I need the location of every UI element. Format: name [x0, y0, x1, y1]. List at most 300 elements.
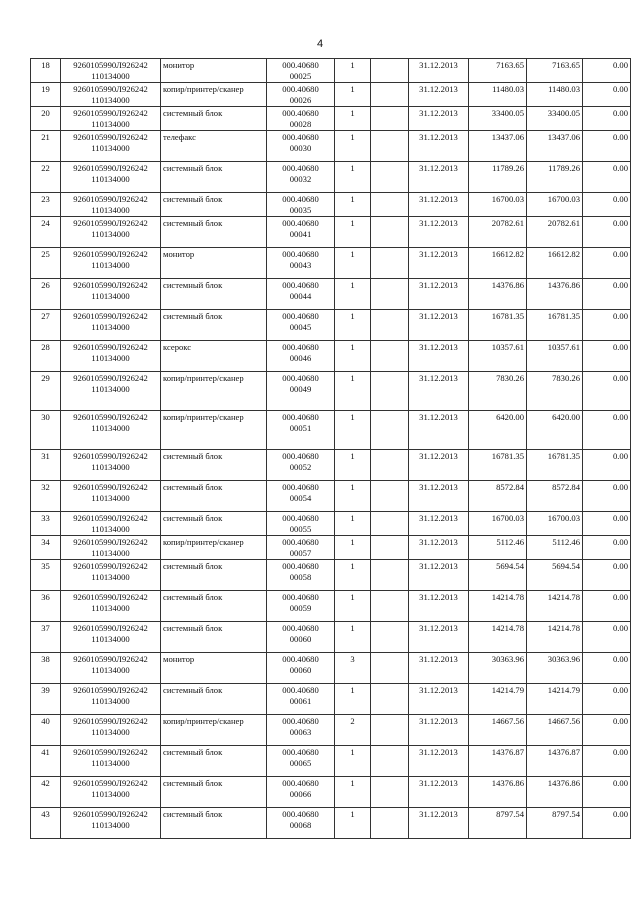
- book-value: 14214.78: [469, 591, 527, 622]
- quantity: 1: [335, 83, 371, 107]
- quantity: 1: [335, 591, 371, 622]
- book-value: 16781.35: [469, 450, 527, 481]
- depreciation: 16700.03: [527, 193, 583, 217]
- inventory-number-line2: 00055: [289, 524, 312, 534]
- inventory-number-line1: 000.40680: [282, 412, 319, 422]
- inventory-number: [267, 777, 335, 808]
- item-name: системный блок: [161, 107, 267, 131]
- quantity: 3: [335, 653, 371, 684]
- depreciation: 16781.35: [527, 450, 583, 481]
- inventory-number-line1: 000.40680: [282, 623, 319, 633]
- inventory-number-line2: 00065: [289, 758, 312, 768]
- row-number: 36: [31, 591, 61, 622]
- book-value: 20782.61: [469, 217, 527, 248]
- quantity: 1: [335, 217, 371, 248]
- residual-value: 0.00: [583, 777, 631, 808]
- account-code-line2: 110134000: [91, 353, 130, 363]
- inventory-number: [267, 715, 335, 746]
- item-name: копир/принтер/сканер: [161, 536, 267, 560]
- account-code: [61, 481, 161, 512]
- residual-value: 0.00: [583, 162, 631, 193]
- date: 31.12.2013: [409, 59, 469, 83]
- account-code: [61, 310, 161, 341]
- row-number: 42: [31, 777, 61, 808]
- depreciation: 14376.86: [527, 777, 583, 808]
- row-number: 35: [31, 560, 61, 591]
- inventory-number-line1: 000.40680: [282, 218, 319, 228]
- depreciation: 33400.05: [527, 107, 583, 131]
- table-row: [31, 372, 631, 411]
- empty-cell: [371, 777, 409, 808]
- inventory-number-line2: 00045: [289, 322, 312, 332]
- inventory-number-line1: 000.40680: [282, 685, 319, 695]
- table-row: [31, 653, 631, 684]
- inventory-number: [267, 653, 335, 684]
- book-value: 11789.26: [469, 162, 527, 193]
- inventory-number-line1: 000.40680: [282, 537, 319, 547]
- account-code-line2: 110134000: [91, 119, 130, 129]
- inventory-number: [267, 341, 335, 372]
- empty-cell: [371, 653, 409, 684]
- quantity: 1: [335, 162, 371, 193]
- table-row: [31, 341, 631, 372]
- account-code: [61, 279, 161, 310]
- account-code: [61, 248, 161, 279]
- table-row: [31, 310, 631, 341]
- quantity: 1: [335, 536, 371, 560]
- inventory-number-line1: 000.40680: [282, 84, 319, 94]
- date: 31.12.2013: [409, 591, 469, 622]
- depreciation: 14214.78: [527, 591, 583, 622]
- inventory-number: [267, 536, 335, 560]
- quantity: 1: [335, 622, 371, 653]
- account-code: [61, 193, 161, 217]
- account-code-line2: 110134000: [91, 603, 130, 613]
- date: 31.12.2013: [409, 248, 469, 279]
- inventory-number: [267, 808, 335, 839]
- table-row: [31, 217, 631, 248]
- account-code-line1: 9260105990Л926242: [73, 249, 148, 259]
- depreciation: 8572.84: [527, 481, 583, 512]
- residual-value: 0.00: [583, 450, 631, 481]
- inventory-number-line2: 00061: [289, 696, 312, 706]
- inventory-number: [267, 279, 335, 310]
- account-code-line1: 9260105990Л926242: [73, 537, 148, 547]
- residual-value: 0.00: [583, 248, 631, 279]
- row-number: 23: [31, 193, 61, 217]
- item-name: системный блок: [161, 622, 267, 653]
- inventory-number: [267, 193, 335, 217]
- inventory-number-line2: 00025: [289, 71, 312, 81]
- table-row: [31, 107, 631, 131]
- date: 31.12.2013: [409, 411, 469, 450]
- book-value: 7830.26: [469, 372, 527, 411]
- row-number: 30: [31, 411, 61, 450]
- table-row: [31, 193, 631, 217]
- residual-value: 0.00: [583, 746, 631, 777]
- account-code: [61, 217, 161, 248]
- row-number: 39: [31, 684, 61, 715]
- account-code: [61, 684, 161, 715]
- depreciation: 14214.79: [527, 684, 583, 715]
- depreciation: 20782.61: [527, 217, 583, 248]
- account-code-line2: 110134000: [91, 462, 130, 472]
- inventory-number-line1: 000.40680: [282, 654, 319, 664]
- empty-cell: [371, 560, 409, 591]
- date: 31.12.2013: [409, 684, 469, 715]
- item-name: системный блок: [161, 512, 267, 536]
- row-number: 41: [31, 746, 61, 777]
- date: 31.12.2013: [409, 217, 469, 248]
- account-code-line2: 110134000: [91, 291, 130, 301]
- account-code-line1: 9260105990Л926242: [73, 747, 148, 757]
- depreciation: 14214.78: [527, 622, 583, 653]
- account-code-line2: 110134000: [91, 229, 130, 239]
- depreciation: 13437.06: [527, 131, 583, 162]
- empty-cell: [371, 684, 409, 715]
- inventory-number-line2: 00046: [289, 353, 312, 363]
- empty-cell: [371, 248, 409, 279]
- empty-cell: [371, 411, 409, 450]
- table-row: [31, 83, 631, 107]
- residual-value: 0.00: [583, 591, 631, 622]
- item-name: системный блок: [161, 450, 267, 481]
- empty-cell: [371, 83, 409, 107]
- table-row: [31, 777, 631, 808]
- inventory-number: [267, 512, 335, 536]
- inventory-number-line2: 00063: [289, 727, 312, 737]
- row-number: 33: [31, 512, 61, 536]
- account-code-line1: 9260105990Л926242: [73, 451, 148, 461]
- inventory-number: [267, 684, 335, 715]
- account-code: [61, 341, 161, 372]
- inventory-number-line2: 00052: [289, 462, 312, 472]
- residual-value: 0.00: [583, 217, 631, 248]
- account-code: [61, 83, 161, 107]
- empty-cell: [371, 622, 409, 653]
- account-code-line2: 110134000: [91, 260, 130, 270]
- inventory-table: [30, 58, 631, 839]
- inventory-number-line1: 000.40680: [282, 249, 319, 259]
- table-row: [31, 536, 631, 560]
- date: 31.12.2013: [409, 162, 469, 193]
- depreciation: 16612.82: [527, 248, 583, 279]
- item-name: системный блок: [161, 591, 267, 622]
- quantity: 1: [335, 512, 371, 536]
- inventory-number: [267, 411, 335, 450]
- account-code: [61, 131, 161, 162]
- account-code-line2: 110134000: [91, 634, 130, 644]
- inventory-number-line1: 000.40680: [282, 132, 319, 142]
- row-number: 29: [31, 372, 61, 411]
- item-name: ксерокс: [161, 341, 267, 372]
- book-value: 5694.54: [469, 560, 527, 591]
- inventory-number-line2: 00060: [289, 665, 312, 675]
- quantity: 1: [335, 107, 371, 131]
- book-value: 8572.84: [469, 481, 527, 512]
- inventory-number-line2: 00026: [289, 95, 312, 105]
- book-value: 16700.03: [469, 193, 527, 217]
- depreciation: 14376.86: [527, 279, 583, 310]
- account-code-line1: 9260105990Л926242: [73, 654, 148, 664]
- account-code: [61, 653, 161, 684]
- item-name: системный блок: [161, 808, 267, 839]
- date: 31.12.2013: [409, 341, 469, 372]
- inventory-number-line2: 00032: [289, 174, 312, 184]
- item-name: системный блок: [161, 684, 267, 715]
- page-number: 4: [316, 38, 324, 50]
- book-value: 33400.05: [469, 107, 527, 131]
- inventory-number: [267, 560, 335, 591]
- row-number: 34: [31, 536, 61, 560]
- table-row: [31, 591, 631, 622]
- date: 31.12.2013: [409, 107, 469, 131]
- quantity: 1: [335, 684, 371, 715]
- empty-cell: [371, 59, 409, 83]
- inventory-number-line2: 00028: [289, 119, 312, 129]
- book-value: 14214.79: [469, 684, 527, 715]
- inventory-number-line1: 000.40680: [282, 716, 319, 726]
- row-number: 38: [31, 653, 61, 684]
- quantity: 1: [335, 560, 371, 591]
- book-value: 14667.56: [469, 715, 527, 746]
- residual-value: 0.00: [583, 481, 631, 512]
- date: 31.12.2013: [409, 777, 469, 808]
- inventory-number-line2: 00043: [289, 260, 312, 270]
- account-code: [61, 622, 161, 653]
- book-value: 14376.86: [469, 777, 527, 808]
- quantity: 1: [335, 746, 371, 777]
- item-name: системный блок: [161, 777, 267, 808]
- empty-cell: [371, 372, 409, 411]
- account-code-line2: 110134000: [91, 205, 130, 215]
- depreciation: 8797.54: [527, 808, 583, 839]
- row-number: 40: [31, 715, 61, 746]
- item-name: копир/принтер/сканер: [161, 715, 267, 746]
- quantity: 1: [335, 341, 371, 372]
- depreciation: 11789.26: [527, 162, 583, 193]
- account-code-line2: 110134000: [91, 548, 130, 558]
- depreciation: 7163.65: [527, 59, 583, 83]
- inventory-number-line2: 00058: [289, 572, 312, 582]
- row-number: 31: [31, 450, 61, 481]
- book-value: 16700.03: [469, 512, 527, 536]
- inventory-number: [267, 59, 335, 83]
- residual-value: 0.00: [583, 310, 631, 341]
- quantity: 1: [335, 808, 371, 839]
- depreciation: 7830.26: [527, 372, 583, 411]
- row-number: 24: [31, 217, 61, 248]
- inventory-number: [267, 746, 335, 777]
- account-code-line1: 9260105990Л926242: [73, 685, 148, 695]
- book-value: 8797.54: [469, 808, 527, 839]
- empty-cell: [371, 512, 409, 536]
- account-code-line1: 9260105990Л926242: [73, 561, 148, 571]
- book-value: 7163.65: [469, 59, 527, 83]
- quantity: 1: [335, 131, 371, 162]
- inventory-number-line1: 000.40680: [282, 373, 319, 383]
- account-code-line2: 110134000: [91, 665, 130, 675]
- empty-cell: [371, 131, 409, 162]
- item-name: копир/принтер/сканер: [161, 83, 267, 107]
- account-code-line1: 9260105990Л926242: [73, 163, 148, 173]
- account-code-line1: 9260105990Л926242: [73, 716, 148, 726]
- inventory-number-line1: 000.40680: [282, 809, 319, 819]
- account-code-line1: 9260105990Л926242: [73, 60, 148, 70]
- account-code-line2: 110134000: [91, 71, 130, 81]
- table-row: [31, 411, 631, 450]
- account-code-line1: 9260105990Л926242: [73, 592, 148, 602]
- account-code-line1: 9260105990Л926242: [73, 778, 148, 788]
- inventory-number: [267, 107, 335, 131]
- account-code-line2: 110134000: [91, 95, 130, 105]
- residual-value: 0.00: [583, 653, 631, 684]
- account-code: [61, 512, 161, 536]
- date: 31.12.2013: [409, 310, 469, 341]
- account-code: [61, 560, 161, 591]
- item-name: системный блок: [161, 193, 267, 217]
- table-row: [31, 512, 631, 536]
- residual-value: 0.00: [583, 341, 631, 372]
- account-code-line1: 9260105990Л926242: [73, 342, 148, 352]
- inventory-number-line1: 000.40680: [282, 513, 319, 523]
- residual-value: 0.00: [583, 684, 631, 715]
- account-code-line2: 110134000: [91, 727, 130, 737]
- table-row: [31, 481, 631, 512]
- inventory-number-line2: 00030: [289, 143, 312, 153]
- residual-value: 0.00: [583, 131, 631, 162]
- account-code-line2: 110134000: [91, 758, 130, 768]
- quantity: 1: [335, 411, 371, 450]
- table-row: [31, 450, 631, 481]
- quantity: 1: [335, 193, 371, 217]
- item-name: системный блок: [161, 162, 267, 193]
- account-code-line2: 110134000: [91, 789, 130, 799]
- account-code-line1: 9260105990Л926242: [73, 373, 148, 383]
- depreciation: 16781.35: [527, 310, 583, 341]
- table-row: [31, 684, 631, 715]
- account-code-line1: 9260105990Л926242: [73, 280, 148, 290]
- table-row: [31, 162, 631, 193]
- empty-cell: [371, 536, 409, 560]
- residual-value: 0.00: [583, 279, 631, 310]
- inventory-number-line2: 00068: [289, 820, 312, 830]
- book-value: 6420.00: [469, 411, 527, 450]
- inventory-number-line2: 00059: [289, 603, 312, 613]
- date: 31.12.2013: [409, 536, 469, 560]
- account-code: [61, 591, 161, 622]
- account-code-line2: 110134000: [91, 423, 130, 433]
- date: 31.12.2013: [409, 131, 469, 162]
- table-row: [31, 248, 631, 279]
- account-code-line1: 9260105990Л926242: [73, 482, 148, 492]
- table-row: [31, 715, 631, 746]
- row-number: 25: [31, 248, 61, 279]
- row-number: 26: [31, 279, 61, 310]
- depreciation: 10357.61: [527, 341, 583, 372]
- quantity: 2: [335, 715, 371, 746]
- inventory-number-line2: 00049: [289, 384, 312, 394]
- account-code-line2: 110134000: [91, 572, 130, 582]
- inventory-number-line2: 00041: [289, 229, 312, 239]
- book-value: 11480.03: [469, 83, 527, 107]
- account-code-line2: 110134000: [91, 174, 130, 184]
- item-name: монитор: [161, 59, 267, 83]
- inventory-number-line2: 00054: [289, 493, 312, 503]
- inventory-number-line2: 00044: [289, 291, 312, 301]
- inventory-number: [267, 217, 335, 248]
- inventory-number-line1: 000.40680: [282, 778, 319, 788]
- inventory-number-line2: 00057: [289, 548, 312, 558]
- depreciation: 16700.03: [527, 512, 583, 536]
- account-code-line2: 110134000: [91, 696, 130, 706]
- empty-cell: [371, 193, 409, 217]
- account-code-line2: 110134000: [91, 493, 130, 503]
- book-value: 30363.96: [469, 653, 527, 684]
- date: 31.12.2013: [409, 83, 469, 107]
- item-name: телефакс: [161, 131, 267, 162]
- residual-value: 0.00: [583, 622, 631, 653]
- depreciation: 5112.46: [527, 536, 583, 560]
- quantity: 1: [335, 248, 371, 279]
- account-code-line2: 110134000: [91, 384, 130, 394]
- date: 31.12.2013: [409, 512, 469, 536]
- row-number: 32: [31, 481, 61, 512]
- empty-cell: [371, 107, 409, 131]
- item-name: копир/принтер/сканер: [161, 372, 267, 411]
- account-code-line2: 110134000: [91, 322, 130, 332]
- inventory-number: [267, 622, 335, 653]
- account-code: [61, 162, 161, 193]
- date: 31.12.2013: [409, 481, 469, 512]
- table-row: [31, 279, 631, 310]
- empty-cell: [371, 341, 409, 372]
- empty-cell: [371, 808, 409, 839]
- inventory-number-line1: 000.40680: [282, 451, 319, 461]
- account-code-line1: 9260105990Л926242: [73, 809, 148, 819]
- row-number: 18: [31, 59, 61, 83]
- account-code: [61, 536, 161, 560]
- residual-value: 0.00: [583, 372, 631, 411]
- empty-cell: [371, 746, 409, 777]
- inventory-number: [267, 83, 335, 107]
- inventory-number-line1: 000.40680: [282, 592, 319, 602]
- inventory-number: [267, 131, 335, 162]
- residual-value: 0.00: [583, 59, 631, 83]
- date: 31.12.2013: [409, 622, 469, 653]
- residual-value: 0.00: [583, 107, 631, 131]
- inventory-number-line2: 00051: [289, 423, 312, 433]
- empty-cell: [371, 217, 409, 248]
- depreciation: 11480.03: [527, 83, 583, 107]
- inventory-number: [267, 481, 335, 512]
- account-code-line1: 9260105990Л926242: [73, 412, 148, 422]
- account-code-line1: 9260105990Л926242: [73, 513, 148, 523]
- account-code-line1: 9260105990Л926242: [73, 84, 148, 94]
- account-code-line1: 9260105990Л926242: [73, 311, 148, 321]
- account-code: [61, 372, 161, 411]
- account-code-line1: 9260105990Л926242: [73, 108, 148, 118]
- row-number: 28: [31, 341, 61, 372]
- depreciation: 5694.54: [527, 560, 583, 591]
- empty-cell: [371, 481, 409, 512]
- account-code: [61, 746, 161, 777]
- row-number: 20: [31, 107, 61, 131]
- quantity: 1: [335, 481, 371, 512]
- residual-value: 0.00: [583, 715, 631, 746]
- item-name: системный блок: [161, 279, 267, 310]
- book-value: 14376.86: [469, 279, 527, 310]
